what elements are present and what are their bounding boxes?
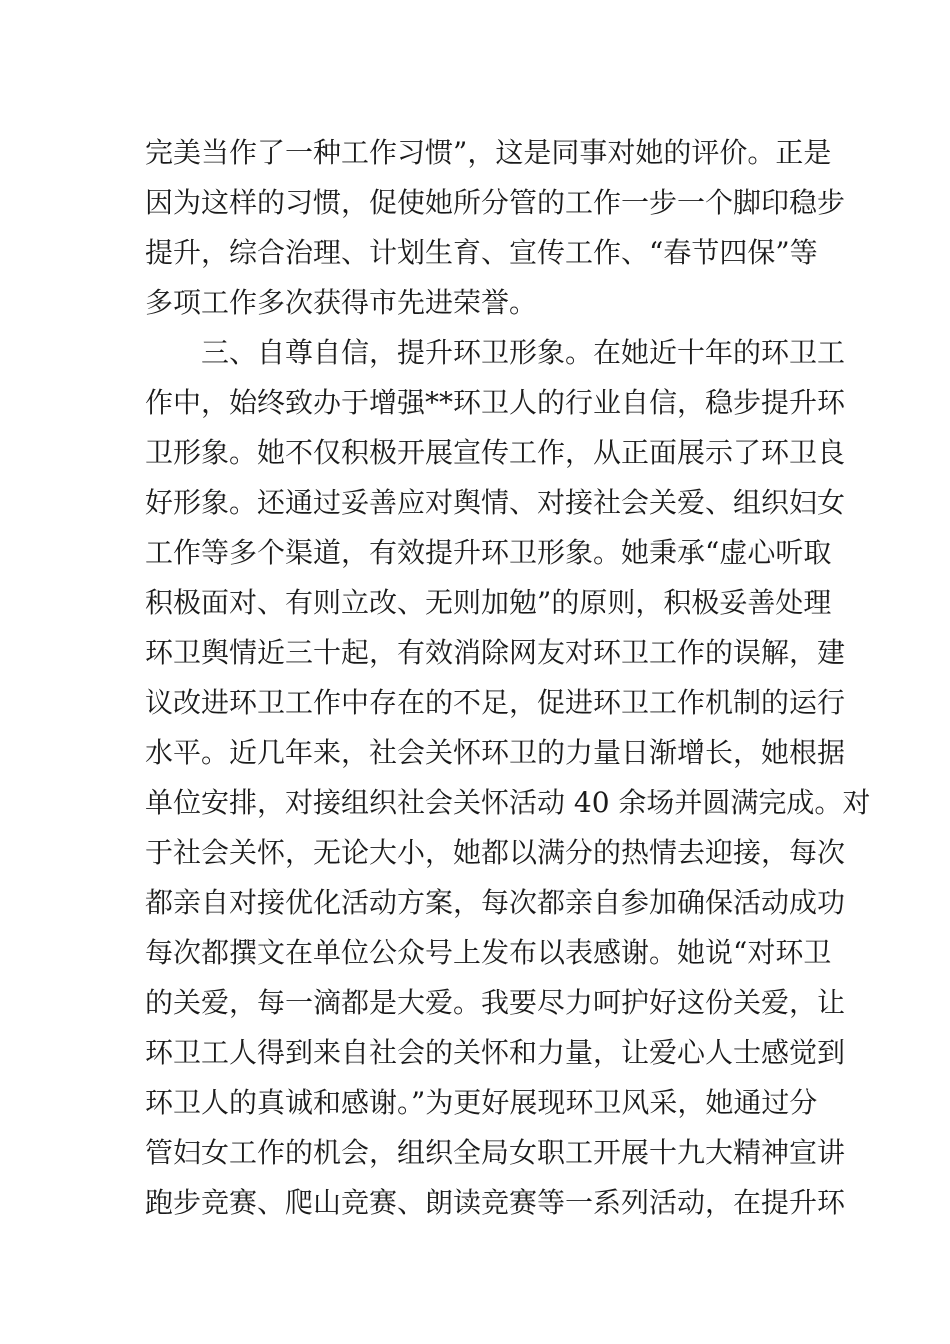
text-line: 的关爱，每一滴都是大爱。我要尽力呵护好这份关爱，让 (145, 986, 846, 1019)
text-line: 环卫人的真诚和感谢。”为更好展现环卫风采，她通过分 (145, 1086, 818, 1119)
text-line: 好形象。还通过妥善应对舆情、对接社会关爱、组织妇女 (145, 486, 846, 519)
text-line: 积极面对、有则立改、无则加勉”的原则，积极妥善处理 (145, 586, 832, 619)
text-line: 于社会关怀，无论大小，她都以满分的热情去迎接，每次 (145, 836, 846, 869)
text-line: 作中，始终致办于增强**环卫人的行业自信，稳步提升环 (145, 386, 846, 419)
text-line: 单位安排，对接组织社会关怀活动 40 余场并圆满完成。对 (145, 786, 871, 819)
text-line: 因为这样的习惯，促使她所分管的工作一步一个脚印稳步 (145, 186, 846, 219)
text-line: 水平。近几年来，社会关怀环卫的力量日渐增长，她根据 (145, 736, 846, 769)
text-line: 提升，综合治理、计划生育、宣传工作、“春节四保”等 (145, 236, 818, 269)
section-heading-line: 三、自尊自信，提升环卫形象。在她近十年的环卫工 (201, 336, 846, 369)
text-line: 工作等多个渠道，有效提升环卫形象。她秉承“虚心听取 (145, 536, 832, 569)
document-body (145, 128, 871, 1228)
text-line: 环卫工人得到来自社会的关怀和力量，让爱心人士感觉到 (145, 1036, 846, 1069)
text-line: 管妇女工作的机会，组织全局女职工开展十九大精神宣讲 (145, 1136, 846, 1169)
text-line: 议改进环卫工作中存在的不足，促进环卫工作机制的运行 (145, 686, 846, 719)
text-line: 跑步竞赛、爬山竞赛、朗读竞赛等一系列活动，在提升环 (145, 1186, 846, 1219)
text-line: 多项工作多次获得市先进荣誉。 (145, 286, 538, 319)
text-line: 都亲自对接优化活动方案，每次都亲自参加确保活动成功 (145, 886, 846, 919)
text-line: 完美当作了一种工作习惯”，这是同事对她的评价。正是 (145, 136, 832, 169)
text-line: 每次都撰文在单位公众号上发布以表感谢。她说“对环卫 (145, 936, 832, 969)
text-line: 卫形象。她不仅积极开展宣传工作，从正面展示了环卫良 (145, 436, 846, 469)
text-line: 环卫舆情近三十起，有效消除网友对环卫工作的误解，建 (145, 636, 846, 669)
